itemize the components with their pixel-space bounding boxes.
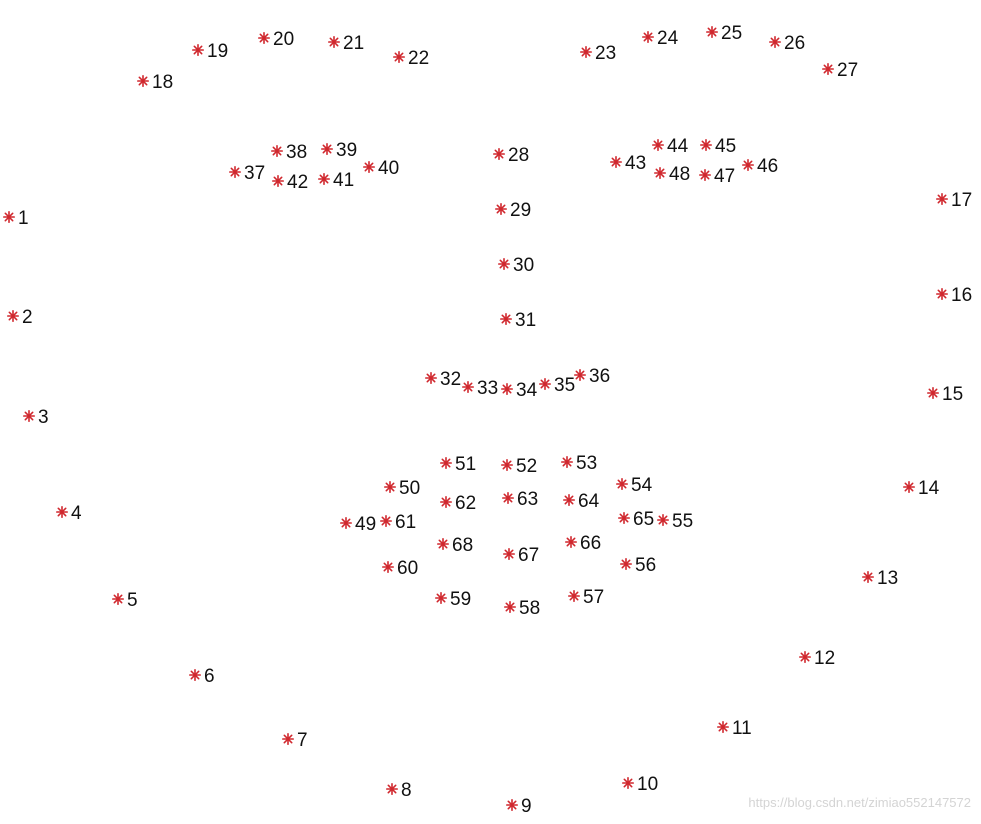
landmark-label: 66 <box>580 533 602 554</box>
landmark-marker-icon <box>441 458 451 468</box>
landmark-label: 40 <box>378 158 400 179</box>
landmark-label: 24 <box>657 28 679 49</box>
landmark-marker-icon <box>193 45 203 55</box>
landmark-label: 45 <box>715 136 737 157</box>
landmark-label: 48 <box>669 164 691 185</box>
landmark-label: 33 <box>477 378 499 399</box>
landmark-marker-icon <box>904 482 914 492</box>
landmark-label: 19 <box>207 41 229 62</box>
landmark-42 <box>273 172 308 193</box>
landmark-10 <box>623 774 658 795</box>
landmark-marker-icon <box>273 176 283 186</box>
landmark-label: 29 <box>510 200 532 221</box>
landmark-label: 38 <box>286 142 308 163</box>
landmark-marker-icon <box>426 373 436 383</box>
landmark-45 <box>701 136 736 157</box>
landmark-marker-icon <box>502 384 512 394</box>
landmark-marker-icon <box>272 146 282 156</box>
landmark-9 <box>507 796 532 817</box>
landmark-24 <box>643 28 679 49</box>
landmark-marker-icon <box>505 602 515 612</box>
landmark-3 <box>24 407 49 428</box>
landmark-marker-icon <box>658 515 668 525</box>
landmark-22 <box>394 48 429 69</box>
landmark-label: 13 <box>877 568 899 589</box>
landmark-label: 56 <box>635 555 657 576</box>
landmark-label: 2 <box>22 307 33 328</box>
landmark-label: 4 <box>71 503 82 524</box>
landmark-label: 51 <box>455 454 477 475</box>
landmark-marker-icon <box>463 382 473 392</box>
landmark-61 <box>381 512 416 533</box>
landmark-28 <box>494 145 529 166</box>
landmark-marker-icon <box>643 32 653 42</box>
landmark-label: 42 <box>287 172 309 193</box>
landmark-label: 10 <box>637 774 659 795</box>
landmark-16 <box>937 285 972 306</box>
landmark-marker-icon <box>566 537 576 547</box>
landmark-label: 12 <box>814 648 836 669</box>
landmark-marker-icon <box>501 314 511 324</box>
landmark-label: 41 <box>333 170 355 191</box>
landmark-label: 63 <box>517 489 539 510</box>
landmark-marker-icon <box>655 168 665 178</box>
landmark-63 <box>503 489 538 510</box>
landmark-30 <box>499 255 534 276</box>
landmark-marker-icon <box>863 572 873 582</box>
landmark-label: 22 <box>408 48 430 69</box>
landmark-label: 68 <box>452 535 474 556</box>
landmark-8 <box>387 780 412 801</box>
landmark-label: 54 <box>631 475 653 496</box>
landmark-label: 23 <box>595 43 617 64</box>
landmark-51 <box>441 454 476 475</box>
landmark-marker-icon <box>562 457 572 467</box>
landmark-marker-icon <box>800 652 810 662</box>
landmark-marker-icon <box>113 594 123 604</box>
landmark-label: 37 <box>244 163 266 184</box>
landmark-5 <box>113 590 138 611</box>
landmark-marker-icon <box>621 559 631 569</box>
landmark-marker-icon <box>937 194 947 204</box>
landmark-label: 14 <box>918 478 940 499</box>
landmark-marker-icon <box>394 52 404 62</box>
landmark-21 <box>329 33 364 54</box>
landmark-label: 65 <box>633 509 655 530</box>
landmark-15 <box>928 384 963 405</box>
landmark-marker-icon <box>700 170 710 180</box>
landmark-11 <box>718 718 752 739</box>
landmark-64 <box>564 491 600 512</box>
landmark-4 <box>57 503 82 524</box>
landmark-37 <box>230 163 265 184</box>
landmark-marker-icon <box>329 37 339 47</box>
landmark-40 <box>364 158 399 179</box>
landmark-marker-icon <box>259 33 269 43</box>
landmark-marker-icon <box>937 289 947 299</box>
landmark-marker-icon <box>319 174 329 184</box>
landmark-label: 6 <box>204 666 215 687</box>
landmark-33 <box>463 378 498 399</box>
landmark-49 <box>341 514 376 535</box>
landmark-68 <box>438 535 473 556</box>
landmark-marker-icon <box>581 47 591 57</box>
landmark-29 <box>496 200 531 221</box>
landmark-marker-icon <box>503 493 513 503</box>
landmark-label: 57 <box>583 587 605 608</box>
landmark-66 <box>566 533 601 554</box>
landmark-marker-icon <box>441 497 451 507</box>
landmark-label: 21 <box>343 33 365 54</box>
landmark-marker-icon <box>190 670 200 680</box>
landmark-14 <box>904 478 940 499</box>
landmark-marker-icon <box>138 76 148 86</box>
landmark-label: 7 <box>297 730 308 751</box>
landmark-label: 8 <box>401 780 412 801</box>
landmark-41 <box>319 170 354 191</box>
landmark-marker-icon <box>928 388 938 398</box>
landmark-label: 43 <box>625 153 647 174</box>
landmark-marker-icon <box>383 562 393 572</box>
landmark-marker-icon <box>8 311 18 321</box>
landmark-46 <box>743 156 778 177</box>
landmark-label: 52 <box>516 456 538 477</box>
landmark-label: 44 <box>667 136 689 157</box>
landmark-12 <box>800 648 835 669</box>
landmark-47 <box>700 166 735 187</box>
landmark-59 <box>436 589 471 610</box>
landmark-marker-icon <box>718 722 728 732</box>
landmark-label: 64 <box>578 491 600 512</box>
landmark-36 <box>575 366 610 387</box>
landmark-marker-icon <box>575 370 585 380</box>
landmark-label: 34 <box>516 380 538 401</box>
landmark-marker-icon <box>283 734 293 744</box>
landmark-25 <box>707 23 742 44</box>
landmark-20 <box>259 29 294 50</box>
landmark-marker-icon <box>502 460 512 470</box>
landmark-label: 28 <box>508 145 530 166</box>
landmark-60 <box>383 558 418 579</box>
landmark-label: 25 <box>721 23 743 44</box>
landmark-marker-icon <box>494 149 504 159</box>
landmark-44 <box>653 136 689 157</box>
landmark-19 <box>193 41 228 62</box>
landmark-label: 32 <box>440 369 462 390</box>
landmark-label: 59 <box>450 589 472 610</box>
landmark-label: 1 <box>18 208 29 229</box>
landmark-marker-icon <box>385 482 395 492</box>
landmark-57 <box>569 587 604 608</box>
landmark-marker-icon <box>707 27 717 37</box>
landmark-label: 60 <box>397 558 419 579</box>
landmark-52 <box>502 456 537 477</box>
landmark-label: 47 <box>714 166 736 187</box>
landmark-label: 46 <box>757 156 779 177</box>
landmark-marker-icon <box>619 513 629 523</box>
landmark-marker-icon <box>540 379 550 389</box>
landmark-label: 31 <box>515 310 537 331</box>
landmark-label: 15 <box>942 384 964 405</box>
landmark-48 <box>655 164 690 185</box>
landmark-marker-icon <box>743 160 753 170</box>
landmark-marker-icon <box>341 518 351 528</box>
landmark-label: 16 <box>951 285 973 306</box>
landmark-18 <box>138 72 173 93</box>
landmark-label: 9 <box>521 796 532 817</box>
landmark-label: 50 <box>399 478 421 499</box>
landmark-marker-icon <box>617 479 627 489</box>
landmark-label: 39 <box>336 140 358 161</box>
landmark-label: 61 <box>395 512 417 533</box>
landmark-marker-icon <box>569 591 579 601</box>
landmark-58 <box>505 598 540 619</box>
landmark-32 <box>426 369 461 390</box>
landmark-label: 55 <box>672 511 694 532</box>
landmark-62 <box>441 493 476 514</box>
landmark-54 <box>617 475 653 496</box>
landmark-56 <box>621 555 656 576</box>
landmark-label: 20 <box>273 29 295 50</box>
watermark-text: https://blog.csdn.net/zimiao552147572 <box>748 795 971 810</box>
landmark-label: 27 <box>837 60 859 81</box>
landmark-marker-icon <box>4 212 14 222</box>
landmark-67 <box>504 545 539 566</box>
landmark-label: 18 <box>152 72 174 93</box>
landmark-2 <box>8 307 33 328</box>
landmark-35 <box>540 375 575 396</box>
landmark-50 <box>385 478 420 499</box>
landmark-65 <box>619 509 654 530</box>
landmark-marker-icon <box>701 140 711 150</box>
landmark-marker-icon <box>499 259 509 269</box>
landmark-marker-icon <box>230 167 240 177</box>
landmark-marker-icon <box>507 800 517 810</box>
landmark-1 <box>4 208 29 229</box>
landmark-marker-icon <box>653 140 663 150</box>
landmark-label: 26 <box>784 33 806 54</box>
landmark-34 <box>502 380 538 401</box>
landmark-label: 3 <box>38 407 49 428</box>
landmark-label: 36 <box>589 366 611 387</box>
landmark-marker-icon <box>387 784 397 794</box>
landmark-27 <box>823 60 858 81</box>
landmark-marker-icon <box>770 37 780 47</box>
landmark-label: 67 <box>518 545 540 566</box>
landmark-marker-icon <box>496 204 506 214</box>
landmark-marker-icon <box>436 593 446 603</box>
landmark-marker-icon <box>364 162 374 172</box>
landmark-7 <box>283 730 308 751</box>
landmark-label: 53 <box>576 453 598 474</box>
landmark-13 <box>863 568 898 589</box>
landmark-17 <box>937 190 972 211</box>
landmark-marker-icon <box>623 778 633 788</box>
landmark-38 <box>272 142 307 163</box>
landmark-marker-icon <box>57 507 67 517</box>
landmark-marker-icon <box>24 411 34 421</box>
landmark-marker-icon <box>381 516 391 526</box>
landmark-label: 30 <box>513 255 535 276</box>
landmark-31 <box>501 310 536 331</box>
landmark-marker-icon <box>504 549 514 559</box>
landmark-marker-icon <box>564 495 574 505</box>
landmark-39 <box>322 140 357 161</box>
landmark-23 <box>581 43 616 64</box>
landmark-marker-icon <box>611 157 621 167</box>
landmark-6 <box>190 666 215 687</box>
landmark-label: 5 <box>127 590 138 611</box>
landmark-label: 62 <box>455 493 477 514</box>
landmark-label: 35 <box>554 375 576 396</box>
landmark-label: 11 <box>732 718 752 739</box>
landmark-43 <box>611 153 646 174</box>
landmark-label: 58 <box>519 598 541 619</box>
landmark-55 <box>658 511 693 532</box>
landmark-label: 17 <box>951 190 973 211</box>
landmark-marker-icon <box>823 64 833 74</box>
landmark-53 <box>562 453 597 474</box>
landmark-marker-icon <box>322 144 332 154</box>
landmark-marker-icon <box>438 539 448 549</box>
landmark-label: 49 <box>355 514 377 535</box>
landmark-26 <box>770 33 805 54</box>
